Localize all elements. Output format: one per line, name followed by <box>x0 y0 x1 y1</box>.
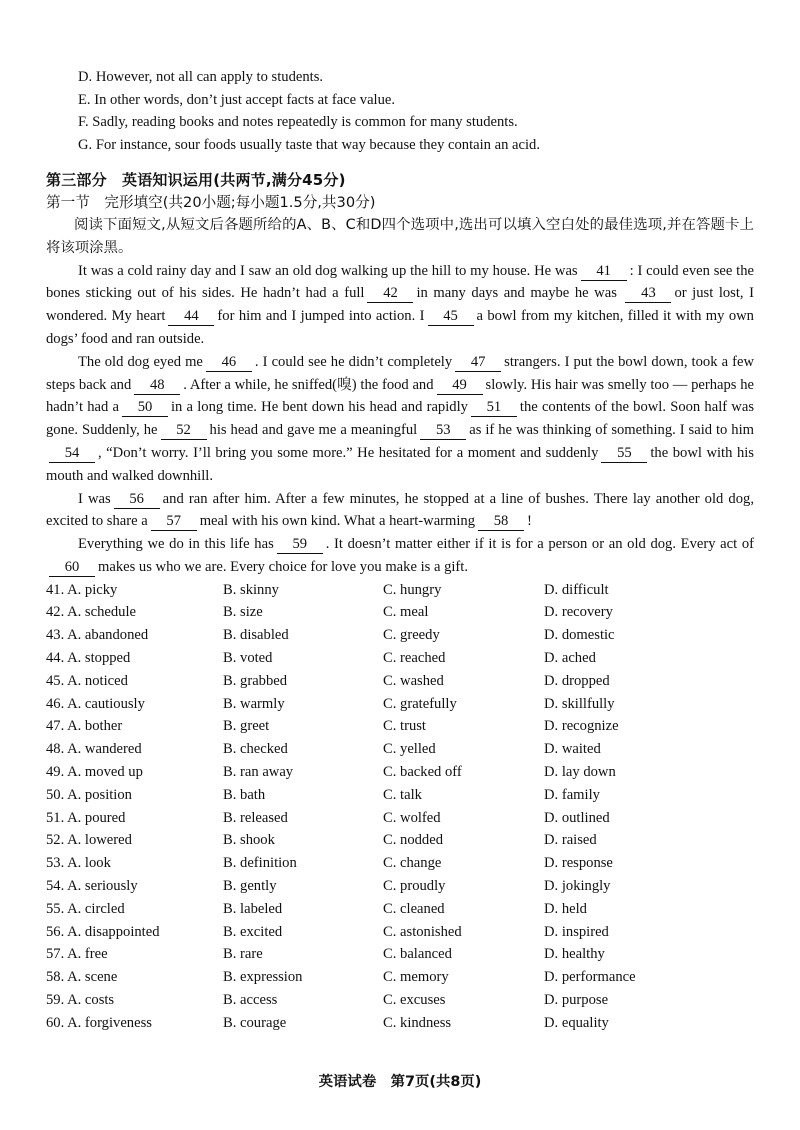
blank-42: 42 <box>367 284 413 303</box>
blank-48: 48 <box>134 376 180 395</box>
question-row-46 <box>46 693 754 716</box>
question-row-58 <box>46 966 754 989</box>
option-e: E. In other words, don’t just accept facts at face value. <box>78 91 396 108</box>
passage-text: , “Don’t worry. I’ll bring you some more.” He hesitated for a moment and suddenly <box>98 444 599 461</box>
passage-text: makes us who we are. Every choice for love you make is a gift. <box>98 558 468 575</box>
question-row-56 <box>46 921 754 944</box>
blank-57: 57 <box>151 512 197 531</box>
choice-44-a: 44. A. stopped <box>46 650 131 666</box>
choice-45-c: C. washed <box>383 672 444 689</box>
blank-56: 56 <box>114 490 160 509</box>
passage-text: The old dog eyed me <box>78 353 203 370</box>
choice-52-b: B. shook <box>223 832 275 849</box>
question-row-43 <box>46 624 754 647</box>
blank-60: 60 <box>49 558 95 577</box>
passage-text: meal with his own kind. What a heart-warming <box>199 513 476 530</box>
blank-46: 46 <box>206 353 252 372</box>
passage-text: : I could even see the bones sticking out of his sides. He hadn’t had a full <box>46 262 754 302</box>
choice-57-d: D. healthy <box>544 946 605 963</box>
passage-text: and ran after him. After a few minutes, he stopped at a line of bushes. There lay another old dog, excited to share a <box>46 490 754 530</box>
passage-text: for him and I jumped into action. I <box>217 308 425 325</box>
question-row-49 <box>46 761 754 784</box>
choice-48-b: B. checked <box>223 741 288 758</box>
choice-58-d: D. performance <box>544 969 636 986</box>
choice-41-d: D. difficult <box>544 581 609 598</box>
passage-paragraph-4 <box>46 533 754 579</box>
section-title: 第三部分 英语知识运用(共两节,满分45分) <box>46 171 346 190</box>
question-row-55 <box>46 898 754 921</box>
subsection-title: 第一节 完形填空(共20小题;每小题1.5分,共30分) <box>46 194 376 212</box>
blank-59: 59 <box>277 535 323 554</box>
option-f: F. Sadly, reading books and notes repeatedly is common for many students. <box>78 114 518 131</box>
choice-53-a: 53. A. look <box>46 855 111 872</box>
choice-56-d: D. inspired <box>544 923 609 940</box>
passage-text: as if he was thinking of something. I said to him <box>469 422 755 439</box>
question-row-54 <box>46 875 754 898</box>
choice-45-d: D. dropped <box>544 672 610 689</box>
blank-47: 47 <box>455 353 501 372</box>
choice-41-c: C. hungry <box>383 581 442 598</box>
choice-57-c: C. balanced <box>383 946 452 963</box>
passage-paragraph-1 <box>46 260 754 351</box>
choice-59-c: C. excuses <box>383 991 446 1008</box>
passage-text: Everything we do in this life has <box>78 536 274 553</box>
choice-54-d: D. jokingly <box>544 877 611 894</box>
choice-58-a: 58. A. scene <box>46 969 118 986</box>
exam-page <box>46 66 754 1035</box>
choice-51-b: B. released <box>223 809 288 826</box>
passage-text: or just lost, I wondered. My heart <box>46 285 754 325</box>
page-footer: 英语试卷 第7页(共8页) <box>318 1074 482 1090</box>
choice-47-b: B. greet <box>223 718 270 735</box>
passage-paragraph-3 <box>46 488 754 534</box>
option-d: D. However, not all can apply to students. <box>78 69 324 85</box>
question-row-48 <box>46 738 754 761</box>
choice-48-c: C. yelled <box>383 741 436 758</box>
choice-53-d: D. response <box>544 855 613 872</box>
blank-58: 58 <box>478 512 524 531</box>
passage-text: in many days and maybe he was <box>416 285 617 302</box>
choice-55-c: C. cleaned <box>383 900 445 917</box>
passage-text: . It doesn’t matter either if it is for a person or an old dog. Every act of <box>325 536 754 553</box>
choice-41-b: B. skinny <box>223 581 279 598</box>
choice-42-a: 42. A. schedule <box>46 604 136 621</box>
blank-54: 54 <box>49 444 95 463</box>
choice-59-b: B. access <box>223 991 278 1008</box>
choice-56-b: B. excited <box>223 923 283 940</box>
passage-text: ! <box>527 513 532 530</box>
choice-44-d: D. ached <box>544 650 596 666</box>
choice-42-d: D. recovery <box>544 604 613 621</box>
choice-57-a: 57. A. free <box>46 946 108 963</box>
choice-60-a: 60. A. forgiveness <box>46 1014 152 1031</box>
choice-56-a: 56. A. disappointed <box>46 923 160 940</box>
choice-60-d: D. equality <box>544 1014 609 1031</box>
choice-46-a: 46. A. cautiously <box>46 695 145 712</box>
choice-49-d: D. lay down <box>544 763 616 780</box>
question-row-57 <box>46 943 754 966</box>
choice-47-d: D. recognize <box>544 718 619 735</box>
question-row-50 <box>46 784 754 807</box>
choice-47-a: 47. A. bother <box>46 718 123 735</box>
passage-text: strangers. I put the bowl down, took a few steps back and <box>46 353 754 393</box>
passage-text: . After a while, he sniffed(嗅) the food and <box>183 376 434 393</box>
choice-54-b: B. gently <box>223 877 277 894</box>
blank-51: 51 <box>471 398 517 417</box>
choice-53-b: B. definition <box>223 855 297 872</box>
passage-text: . I could see he didn’t completely <box>254 353 453 370</box>
answer-choices-table <box>46 579 754 1035</box>
blank-44: 44 <box>168 307 214 326</box>
choice-52-d: D. raised <box>544 832 597 849</box>
choice-52-c: C. nodded <box>383 832 443 849</box>
choice-58-b: B. expression <box>223 969 303 986</box>
choice-50-c: C. talk <box>383 786 422 803</box>
choice-48-a: 48. A. wandered <box>46 741 142 758</box>
blank-52: 52 <box>161 421 207 440</box>
choice-50-d: D. family <box>544 786 600 803</box>
choice-56-c: C. astonished <box>383 923 462 940</box>
question-row-59 <box>46 989 754 1012</box>
blank-41: 41 <box>581 262 627 281</box>
choice-47-c: C. trust <box>383 718 426 735</box>
choice-42-b: B. size <box>223 604 263 621</box>
question-row-44 <box>46 647 754 670</box>
previous-options <box>46 66 754 156</box>
passage-text: the bowl with his mouth and walked downhill. <box>46 444 754 484</box>
passage-text: slowly. His hair was smelly too — perhaps he hadn’t had a <box>46 376 754 416</box>
choice-53-c: C. change <box>383 855 442 872</box>
choice-57-b: B. rare <box>223 946 263 963</box>
choice-45-b: B. grabbed <box>223 672 288 689</box>
choice-49-c: C. backed off <box>383 763 462 780</box>
choice-50-b: B. bath <box>223 786 266 803</box>
choice-51-c: C. wolfed <box>383 809 441 826</box>
passage-paragraph-2 <box>46 351 754 488</box>
question-row-45 <box>46 670 754 693</box>
choice-50-a: 50. A. position <box>46 786 132 803</box>
question-row-52 <box>46 829 754 852</box>
passage-text: It was a cold rainy day and I saw an old dog walking up the hill to my house. He was <box>78 262 578 279</box>
choice-52-a: 52. A. lowered <box>46 832 132 849</box>
blank-49: 49 <box>437 376 483 395</box>
choice-55-d: D. held <box>544 900 587 917</box>
choice-55-b: B. labeled <box>223 900 283 917</box>
choice-41-a: 41. A. picky <box>46 581 118 598</box>
choice-60-c: C. kindness <box>383 1014 452 1031</box>
blank-55: 55 <box>601 444 647 463</box>
choice-54-c: C. proudly <box>383 877 446 894</box>
choice-59-a: 59. A. costs <box>46 991 115 1008</box>
choice-43-b: B. disabled <box>223 627 289 644</box>
choice-44-c: C. reached <box>383 650 446 666</box>
passage-text: his head and gave me a meaningful <box>209 422 418 439</box>
choice-55-a: 55. A. circled <box>46 900 125 917</box>
passage-text: the contents of the bowl. Soon half was gone. Suddenly, he <box>46 399 755 439</box>
instructions: 阅读下面短文,从短文后各题所给的A、B、C和D四个选项中,选出可以填入空白处的最佳选项,并在答题卡上将该项涂黑。 <box>46 217 754 256</box>
choice-43-d: D. domestic <box>544 627 615 644</box>
choice-45-a: 45. A. noticed <box>46 672 128 689</box>
choice-42-c: C. meal <box>383 604 429 621</box>
blank-43: 43 <box>625 284 671 303</box>
question-row-60 <box>46 1012 754 1035</box>
question-row-42 <box>46 602 754 625</box>
choice-43-c: C. greedy <box>383 627 440 644</box>
choice-44-b: B. voted <box>223 650 273 666</box>
choice-48-d: D. waited <box>544 741 601 758</box>
question-row-51 <box>46 807 754 830</box>
choice-59-d: D. purpose <box>544 991 609 1008</box>
choice-46-c: C. gratefully <box>383 695 457 712</box>
choice-49-a: 49. A. moved up <box>46 763 143 780</box>
question-row-47 <box>46 716 754 739</box>
choice-51-d: D. outlined <box>544 809 610 826</box>
passage-text: a bowl from my kitchen, filled it with my own dogs’ food and ran outside. <box>46 308 754 347</box>
blank-50: 50 <box>122 398 168 417</box>
choice-43-a: 43. A. abandoned <box>46 627 149 644</box>
choice-46-d: D. skillfully <box>544 695 615 712</box>
choice-60-b: B. courage <box>223 1014 287 1031</box>
blank-45: 45 <box>428 307 474 326</box>
question-row-41 <box>46 579 754 602</box>
question-row-53 <box>46 852 754 875</box>
passage-text: in a long time. He bent down his head and rapidly <box>170 399 468 416</box>
blank-53: 53 <box>420 421 466 440</box>
choice-58-c: C. memory <box>383 969 449 986</box>
choice-51-a: 51. A. poured <box>46 809 126 826</box>
option-g: G. For instance, sour foods usually taste that way because they contain an acid. <box>78 136 541 153</box>
passage-text: I was <box>78 490 111 507</box>
choice-54-a: 54. A. seriously <box>46 877 138 894</box>
choice-46-b: B. warmly <box>223 695 285 712</box>
choice-49-b: B. ran away <box>223 763 294 780</box>
